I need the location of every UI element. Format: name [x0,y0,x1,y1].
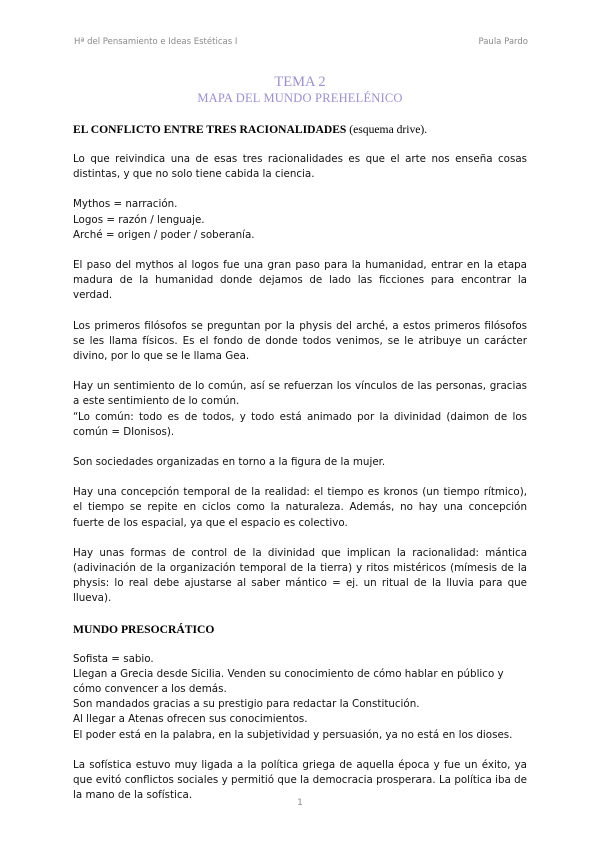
title-topic-name: MAPA DEL MUNDO PREHELÉNICO [197,91,403,105]
paragraph-line: Llegan a Grecia desde Sicilia. Venden su conocimiento de cómo hablar en público y cómo convencer a los demás. [73,667,504,696]
title-topic-number: TEMA 2 [274,74,326,90]
definition-arche: Arché = origen / poder / soberanía. [73,228,255,241]
definition-mythos: Mythos = narración. [73,198,178,211]
paragraph-line: Sofista = sabio. [73,652,154,665]
paragraph-line: Al llegar a Atenas ofrecen sus conocimientos. [73,713,308,726]
running-header-course: Hª del Pensamiento e Ideas Estéticas I [74,37,238,47]
definition-logos: Logos = razón / lenguaje. [73,213,205,226]
paragraph: El paso del mythos al logos fue una gran paso para la humanidad, entrar en la etapa madura de la humanidad donde dejamos de lado las ficciones para encontrar la verdad. [73,259,527,302]
paragraph: Lo que reivindica una de esas tres racionalidades es que el arte nos enseña cosas distintas, y que no solo tiene cabida la ciencia. [73,153,527,181]
section-heading-presocratico: MUNDO PRESOCRÁTICO [73,622,215,636]
definitions-list [73,197,527,243]
paragraph: Son sociedades organizadas en torno a la figura de la mujer. [73,456,386,469]
paragraph: La sofística estuvo muy ligada a la política griega de aquella época y fue un éxito, ya que evitó conflictos sociales y permitió que la democracia prosperara. La política iba de la mano de la sofística. [73,758,527,802]
running-header-author: Paula Pardo [478,37,528,47]
paragraph-line: Hay un sentimiento de lo común, así se refuerzan los vínculos de las personas, gracias a este sentimiento de lo común. [73,380,527,408]
paragraph-group [73,652,527,743]
document-body [73,122,527,819]
page-number: 1 [297,798,303,808]
section-heading-note: (esquema drive). [346,123,428,136]
section-heading-conflicto [73,122,527,137]
section-heading-text: EL CONFLICTO ENTRE TRES RACIONALIDADES [73,123,347,136]
paragraph: Hay una concepción temporal de la realidad: el tiempo es kronos (un tiempo rítmico), el tiempo se repite en ciclos como la naturaleza. Además, no hay una concepción fuerte de los espacial, ya que el espacio es colectivo. [73,486,527,529]
paragraph-line: El poder está en la palabra, en la subjetividad y persuasión, ya no está en los dioses. [73,728,513,741]
paragraph-group [73,379,527,440]
paragraph-line: “Lo común: todo es de todos, y todo está animado por la divinidad (daimon de los común = DIonisos). [73,410,527,438]
document-title [0,74,600,106]
paragraph: Los primeros filósofos se preguntan por la physis del arché, a estos primeros filósofos se les llama físicos. Es el fondo de donde todos venimos, se le atribuye un carácter divino, por lo que se le llama Gea. [73,319,527,363]
paragraph: Hay unas formas de control de la divinidad que implican la racionalidad: mántica (adivinación de la organización temporal de la tierra) y ritos mistéricos (mímesis de la physis: lo real debe ajustarse al saber mántico = ej. un ritual de la lluvia para que llueva). [73,546,527,605]
paragraph-line: Son mandados gracias a su prestigio para redactar la Constitución. [73,698,420,711]
